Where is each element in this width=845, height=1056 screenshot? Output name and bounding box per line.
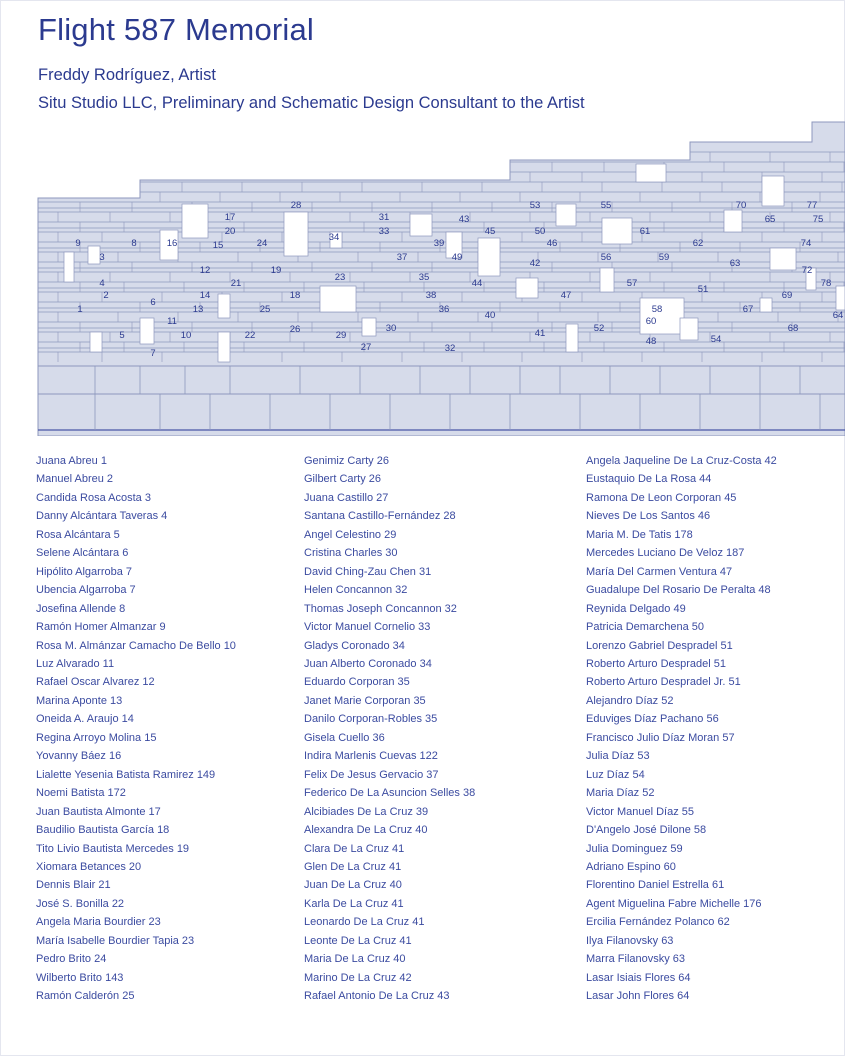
name-entry: Luz Alvarado 11 — [36, 657, 115, 670]
wall-number-label: 4 — [99, 278, 105, 289]
name-entry: Baudilio Bautista García 18 — [36, 824, 170, 837]
name-entry: Lasar Isiais Flores 64 — [586, 971, 691, 984]
name-entry: Ilya Filanovsky 63 — [586, 934, 674, 947]
wall-opening — [182, 204, 208, 238]
name-entry: Alexandra De La Cruz 40 — [304, 824, 428, 837]
name-entry: Ramona De Leon Corporan 45 — [586, 491, 737, 504]
name-entry: Tito Livio Bautista Mercedes 19 — [36, 842, 190, 855]
name-entry: Luz Díaz 54 — [586, 768, 645, 781]
name-entry: Selene Alcántara 6 — [36, 547, 129, 560]
wall-opening — [636, 164, 666, 182]
wall-number-label: 70 — [735, 200, 747, 211]
wall-number-label: 74 — [800, 238, 812, 249]
name-entry: Federico De La Asuncion Selles 38 — [304, 787, 476, 800]
name-entry: Juan De La Cruz 40 — [304, 879, 402, 892]
wall-number-label: 1 — [77, 304, 83, 315]
wall-number-label: 53 — [529, 200, 541, 211]
page-title: Flight 587 Memorial — [38, 12, 315, 47]
wall-number-label: 63 — [729, 258, 741, 269]
name-entry: Roberto Arturo Despradel Jr. 51 — [586, 676, 741, 689]
name-entry: Dennis Blair 21 — [36, 879, 111, 892]
wall-opening — [836, 286, 845, 310]
wall-number-label: 3 — [99, 252, 105, 263]
name-entry: Maria De La Cruz 40 — [304, 953, 406, 966]
name-entry: Karla De La Cruz 41 — [304, 897, 404, 910]
name-entry: Marra Filanovsky 63 — [586, 953, 686, 966]
wall-number-label: 57 — [626, 278, 638, 289]
wall-number-label: 41 — [534, 328, 546, 339]
wall-number-label: 64 — [832, 310, 844, 321]
name-entry: Alcibiades De La Cruz 39 — [304, 805, 429, 818]
wall-number-label: 33 — [378, 226, 390, 237]
name-entry: José S. Bonilla 22 — [36, 897, 125, 910]
wall-number-label: 50 — [534, 226, 546, 237]
wall-opening — [362, 318, 376, 336]
wall-number-label: 61 — [639, 226, 651, 237]
wall-number-label: 23 — [334, 272, 346, 283]
wall-opening — [760, 298, 772, 312]
wall-number-label: 30 — [385, 323, 397, 334]
wall-number-label: 43 — [458, 214, 470, 225]
name-entry: Alejandro Díaz 52 — [586, 694, 674, 707]
name-entry: Santana Castillo-Fernández 28 — [304, 510, 456, 523]
name-entry: Angel Celestino 29 — [304, 528, 397, 541]
name-entry: Adriano Espino 60 — [586, 860, 676, 873]
wall-number-label: 45 — [484, 226, 496, 237]
name-entry: Juana Castillo 27 — [304, 491, 389, 504]
name-entry: Thomas Joseph Concannon 32 — [304, 602, 457, 615]
name-entry: Mercedes Luciano De Veloz 187 — [586, 547, 745, 560]
wall-number-label: 55 — [600, 200, 612, 211]
wall-opening — [218, 332, 230, 362]
wall-opening — [90, 332, 102, 352]
wall-opening — [602, 218, 632, 244]
name-entry: Guadalupe Del Rosario De Peralta 48 — [586, 584, 771, 597]
wall-number-label: 67 — [742, 304, 754, 315]
wall-number-label: 25 — [259, 304, 271, 315]
name-entry: Janet Marie Corporan 35 — [304, 694, 426, 707]
name-entry: D'Angelo José Dilone 58 — [586, 824, 707, 837]
name-entry: Ramón Homer Almanzar 9 — [36, 621, 166, 634]
name-entry: Hipólito Algarroba 7 — [36, 565, 133, 578]
wall-opening — [556, 204, 576, 226]
wall-number-label: 72 — [801, 265, 813, 276]
wall-opening — [680, 318, 698, 340]
wall-opening — [410, 214, 432, 236]
wall-number-label: 2 — [103, 290, 109, 301]
name-entry: Marina Aponte 13 — [36, 694, 123, 707]
wall-number-label: 16 — [166, 238, 178, 249]
name-entry: Juan Bautista Almonte 17 — [36, 805, 161, 818]
name-entry: María Isabelle Bourdier Tapia 23 — [36, 934, 195, 947]
name-entry: Maria Díaz 52 — [586, 787, 655, 800]
name-entry: María Del Carmen Ventura 47 — [586, 565, 733, 578]
artist-credit: Freddy Rodríguez, Artist — [38, 66, 216, 84]
name-entry: Noemi Batista 172 — [36, 787, 126, 800]
name-entry: Nieves De Los Santos 46 — [586, 510, 711, 523]
name-entry: Florentino Daniel Estrella 61 — [586, 879, 725, 892]
wall-number-label: 21 — [230, 278, 242, 289]
wall-number-label: 51 — [697, 284, 709, 295]
name-entry: Rafael Oscar Alvarez 12 — [36, 676, 155, 689]
wall-number-label: 49 — [451, 252, 463, 263]
name-entry: Roberto Arturo Despradel 51 — [586, 657, 727, 670]
wall-number-label: 58 — [651, 304, 663, 315]
wall-number-label: 24 — [256, 238, 268, 249]
name-entry: Eduviges Díaz Pachano 56 — [586, 713, 719, 726]
wall-opening — [566, 324, 578, 352]
wall-number-label: 5 — [119, 330, 125, 341]
wall-number-label: 31 — [378, 212, 390, 223]
name-entry: Victor Manuel Cornelio 33 — [304, 621, 431, 634]
name-entry: Eustaquio De La Rosa 44 — [586, 473, 712, 486]
wall-number-label: 13 — [192, 304, 204, 315]
wall-number-label: 7 — [150, 348, 156, 359]
memorial-wall-diagram — [0, 118, 845, 436]
name-entry: Victor Manuel Díaz 55 — [586, 805, 695, 818]
name-entry: Manuel Abreu 2 — [36, 473, 114, 486]
name-entry: Lorenzo Gabriel Despradel 51 — [586, 639, 733, 652]
consultant-credit: Situ Studio LLC, Preliminary and Schematic Design Consultant to the Artist — [38, 94, 585, 112]
wall-number-label: 59 — [658, 252, 670, 263]
name-entry: Danilo Corporan-Robles 35 — [304, 713, 438, 726]
name-entry: Rosa M. Almánzar Camacho De Bello 10 — [36, 639, 236, 652]
wall-number-label: 34 — [328, 232, 340, 243]
wall-opening — [600, 268, 614, 292]
name-entry: Lialette Yesenia Batista Ramirez 149 — [36, 768, 216, 781]
name-entry: Ubencia Algarroba 7 — [36, 584, 136, 597]
name-entry: Angela Maria Bourdier 23 — [36, 916, 161, 929]
wall-opening — [770, 248, 796, 270]
wall-number-label: 6 — [150, 297, 156, 308]
wall-number-label: 52 — [593, 323, 605, 334]
wall-opening — [284, 212, 308, 256]
wall-number-label: 19 — [270, 265, 282, 276]
wall-opening — [88, 246, 100, 264]
wall-number-label: 20 — [224, 226, 236, 237]
name-entry: Yovanny Báez 16 — [36, 750, 122, 763]
wall-number-label: 26 — [289, 324, 301, 335]
wall-number-label: 78 — [820, 278, 832, 289]
name-entry: Pedro Brito 24 — [36, 953, 107, 966]
name-entry: Leonte De La Cruz 41 — [304, 934, 412, 947]
wall-number-label: 77 — [806, 200, 818, 211]
name-entry: Helen Concannon 32 — [304, 584, 408, 597]
name-entry: Gladys Coronado 34 — [304, 639, 405, 652]
wall-number-label: 60 — [645, 316, 657, 327]
wall-number-label: 42 — [529, 258, 541, 269]
wall-number-label: 69 — [781, 290, 793, 301]
name-entry: Danny Alcántara Taveras 4 — [36, 510, 168, 523]
wall-number-label: 65 — [764, 214, 776, 225]
name-entry: Leonardo De La Cruz 41 — [304, 916, 425, 929]
name-entry: Ramón Calderón 25 — [36, 990, 135, 1003]
name-entry: Julia Dominguez 59 — [586, 842, 683, 855]
wall-number-label: 14 — [199, 290, 211, 301]
wall-opening — [140, 318, 154, 344]
wall-opening — [724, 210, 742, 232]
wall-number-label: 37 — [396, 252, 408, 263]
wall-number-label: 17 — [224, 212, 236, 223]
wall-number-label: 47 — [560, 290, 572, 301]
name-entry: Candida Rosa Acosta 3 — [36, 491, 151, 504]
name-entry: Julia Díaz 53 — [586, 750, 650, 763]
wall-number-label: 32 — [444, 343, 456, 354]
name-entry: Genimiz Carty 26 — [304, 455, 389, 467]
wall-number-label: 10 — [180, 330, 192, 341]
wall-number-label: 38 — [425, 290, 437, 301]
wall-opening — [762, 176, 784, 206]
wall-number-label: 54 — [710, 334, 722, 345]
name-entry: Cristina Charles 30 — [304, 547, 398, 560]
wall-number-label: 28 — [290, 200, 302, 211]
name-entry: Maria M. De Tatis 178 — [586, 528, 693, 541]
wall-number-label: 68 — [787, 323, 799, 334]
wall-number-label: 22 — [244, 330, 256, 341]
wall-opening — [64, 252, 74, 282]
names-column-1 — [36, 452, 236, 1006]
wall-opening — [218, 294, 230, 318]
wall-opening — [516, 278, 538, 298]
name-entry: Juan Alberto Coronado 34 — [304, 657, 432, 670]
name-entry: Felix De Jesus Gervacio 37 — [304, 768, 439, 781]
wall-opening — [320, 286, 356, 312]
name-entry: Ercilia Fernández Polanco 62 — [586, 916, 730, 929]
wall-number-label: 46 — [546, 238, 558, 249]
wall-number-label: 40 — [484, 310, 496, 321]
wall-number-label: 9 — [75, 238, 81, 249]
name-entry: Marino De La Cruz 42 — [304, 971, 412, 984]
name-entry: Agent Miguelina Fabre Michelle 176 — [586, 897, 762, 910]
name-entry: Rosa Alcántara 5 — [36, 528, 120, 541]
wall-number-label: 12 — [199, 265, 211, 276]
name-entry: Regina Arroyo Molina 15 — [36, 731, 157, 744]
name-entry: Wilberto Brito 143 — [36, 971, 124, 984]
name-entry: Rafael Antonio De La Cruz 43 — [304, 990, 450, 1003]
names-column-2 — [304, 452, 475, 1006]
wall-number-label: 48 — [645, 336, 657, 347]
wall-number-label: 35 — [418, 272, 430, 283]
wall-number-label: 56 — [600, 252, 612, 263]
wall-number-label: 29 — [335, 330, 347, 341]
name-entry: Juana Abreu 1 — [36, 455, 107, 467]
wall-number-label: 44 — [471, 278, 483, 289]
name-entry: Lasar John Flores 64 — [586, 990, 690, 1003]
wall-number-label: 18 — [289, 290, 301, 301]
wall-number-label: 15 — [212, 240, 224, 251]
wall-number-label: 8 — [131, 238, 137, 249]
name-entry: Angela Jaqueline De La Cruz-Costa 42 — [586, 455, 777, 467]
wall-number-label: 39 — [433, 238, 445, 249]
name-entry: Reynida Delgado 49 — [586, 602, 686, 615]
name-entry: Glen De La Cruz 41 — [304, 860, 402, 873]
wall-number-label: 36 — [438, 304, 450, 315]
name-entry: David Ching-Zau Chen 31 — [304, 565, 432, 578]
name-entry: Gisela Cuello 36 — [304, 731, 385, 744]
name-entry: Oneida A. Araujo 14 — [36, 713, 134, 726]
wall-number-label: 75 — [812, 214, 824, 225]
name-entry: Josefina Allende 8 — [36, 602, 126, 615]
name-entry: Gilbert Carty 26 — [304, 473, 382, 486]
name-entry: Patricia Demarchena 50 — [586, 621, 705, 634]
names-column-3 — [586, 452, 777, 1006]
wall-number-label: 27 — [360, 342, 372, 353]
name-entry: Eduardo Corporan 35 — [304, 676, 410, 689]
wall-number-label: 11 — [167, 316, 177, 327]
wall-number-label: 62 — [692, 238, 704, 249]
name-entry: Xiomara Betances 20 — [36, 860, 142, 873]
name-entry: Clara De La Cruz 41 — [304, 842, 405, 855]
name-entry: Indira Marlenis Cuevas 122 — [304, 750, 438, 763]
name-entry: Francisco Julio Díaz Moran 57 — [586, 731, 735, 744]
wall-opening — [478, 238, 500, 276]
